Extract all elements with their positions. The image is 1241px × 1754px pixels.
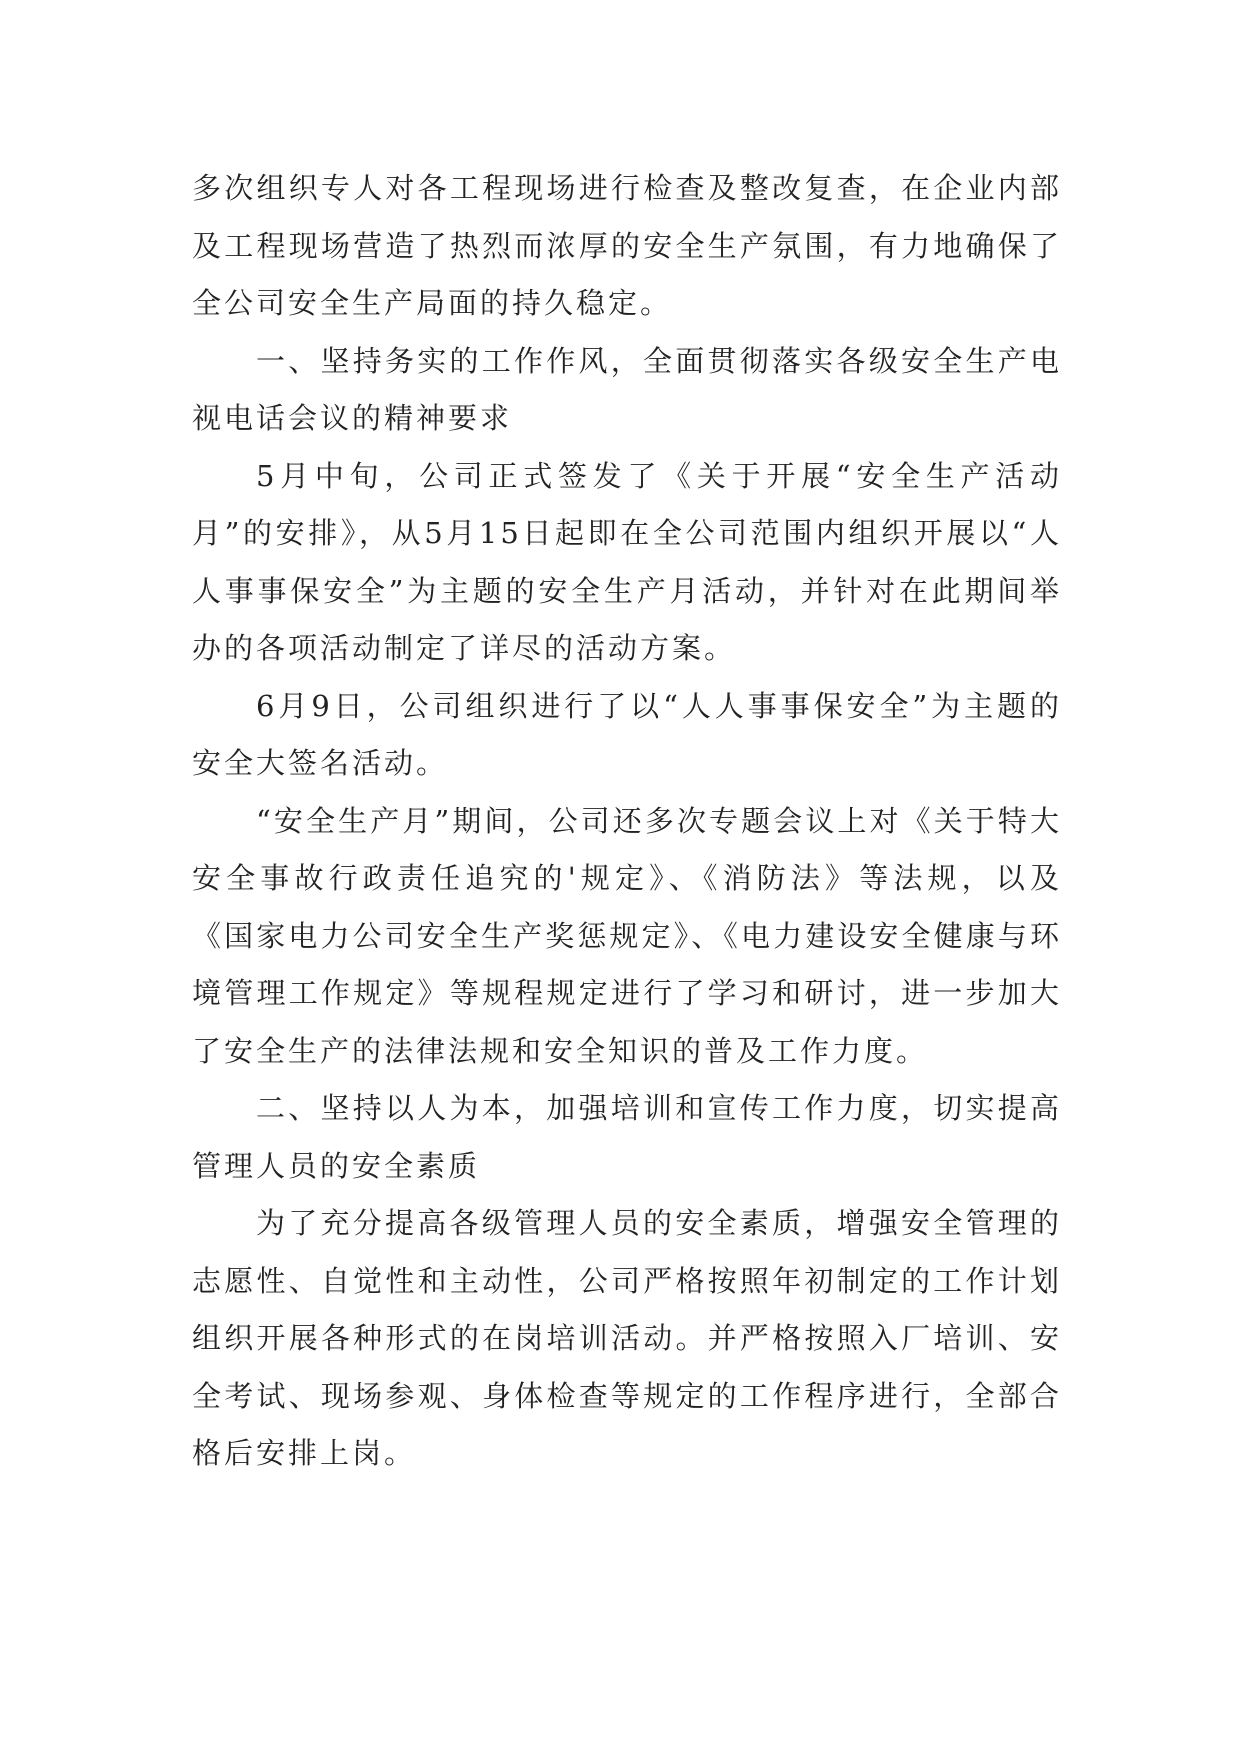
paragraph: 为了充分提高各级管理人员的安全素质，增强安全管理的志愿性、自觉性和主动性，公司严格按照年初制定的工作计划组织开展各种形式的在岗培训活动。并严格按照入厂培训、安全考试、现场参观、身体检查等规定的工作程序进行，全部合格后安排上岗。 [192, 1206, 1062, 1470]
paragraph: 5月中旬，公司正式签发了《关于开展“安全生产活动月”的安排》，从5月15日起即在全公司范围内组织开展以“人人事事保安全”为主题的安全生产月活动，并针对在此期间举办的各项活动制定了详尽的活动方案。 [192, 458, 1062, 665]
document-body [192, 160, 1062, 1483]
paragraph: “安全生产月”期间，公司还多次专题会议上对《关于特大安全事故行政责任追究的'规定》、《消防法》等法规，以及《国家电力公司安全生产奖惩规定》、《电力建设安全健康与环境管理工作规定》等规程规定进行了学习和研讨，进一步加大了安全生产的法律法规和安全知识的普及工作力度。 [192, 803, 1062, 1068]
section-heading: 二、坚持以人为本，加强培训和宣传工作力度，切实提高管理人员的安全素质 [192, 1091, 1062, 1183]
section-heading: 一、坚持务实的工作作风，全面贯彻落实各级安全生产电视电话会议的精神要求 [192, 343, 1062, 435]
paragraph: 6月9日，公司组织进行了以“人人事事保安全”为主题的安全大签名活动。 [192, 688, 1062, 780]
paragraph: 多次组织专人对各工程现场进行检查及整改复查，在企业内部及工程现场营造了热烈而浓厚的安全生产氛围，有力地确保了全公司安全生产局面的持久稳定。 [192, 171, 1062, 320]
